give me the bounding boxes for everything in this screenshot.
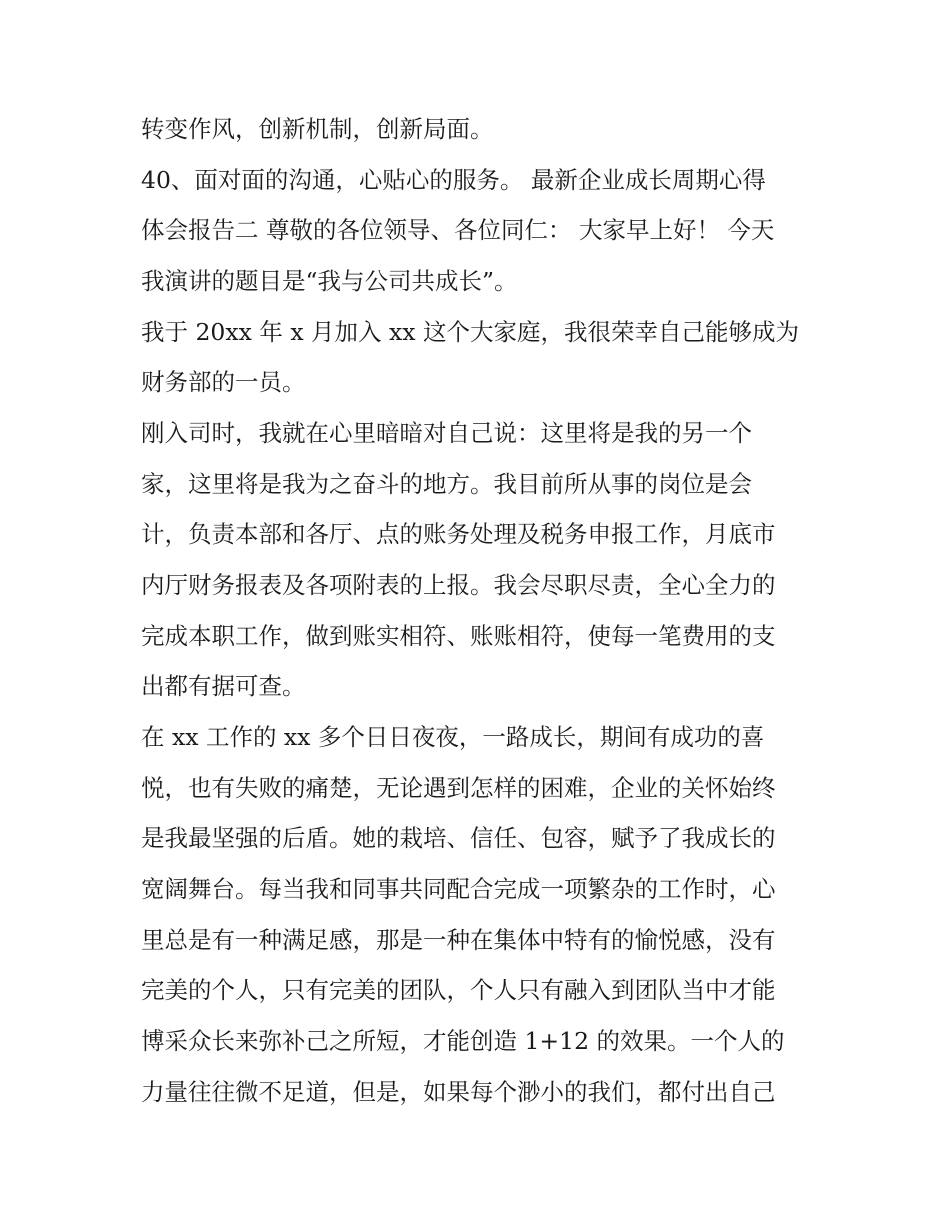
text-line: 博采众长来弥补己之所短，才能创造 1+12 的效果。一个人的: [141, 1027, 785, 1055]
text-line: 转变作风，创新机制，创新局面。: [141, 115, 494, 143]
text-line: 完成本职工作，做到账实相符、账账相符，使每一笔费用的支: [141, 622, 776, 650]
text-line: 完美的个人，只有完美的团队，个人只有融入到团队当中才能: [141, 976, 776, 1004]
text-line: 是我最坚强的后盾。她的栽培、信任、包容，赋予了我成长的: [141, 824, 776, 852]
text-line: 计，负责本部和各厅、点的账务处理及税务申报工作，月底市: [141, 520, 776, 548]
text-line: 悦，也有失败的痛楚，无论遇到怎样的困难，企业的关怀始终: [141, 774, 776, 802]
text-line: 宽阔舞台。每当我和同事共同配合完成一项繁杂的工作时，心: [141, 875, 776, 903]
text-line: 财务部的一员。: [141, 368, 306, 396]
text-line: 内厅财务报表及各项附表的上报。我会尽职尽责，全心全力的: [141, 571, 776, 599]
text-line: 出都有据可查。: [141, 672, 306, 700]
text-line: 体会报告二 尊敬的各位领导、各位同仁： 大家早上好！ 今天: [141, 216, 775, 244]
text-line: 刚入司时，我就在心里暗暗对自己说：这里将是我的另一个: [141, 419, 752, 447]
text-line: 里总是有一种满足感，那是一种在集体中特有的愉悦感，没有: [141, 926, 776, 954]
text-line: 我于 20xx 年 x 月加入 xx 这个大家庭，我很荣幸自己能够成为: [141, 318, 799, 346]
text-line: 40、面对面的沟通，心贴心的服务。 最新企业成长周期心得: [141, 166, 766, 194]
text-line: 力量往往微不足道，但是，如果每个渺小的我们，都付出自己: [141, 1078, 776, 1106]
text-line: 在 xx 工作的 xx 多个日日夜夜，一路成长，期间有成功的喜: [141, 723, 765, 751]
text-line: 家，这里将是我为之奋斗的地方。我目前所从事的岗位是会: [141, 470, 752, 498]
text-line: 我演讲的题目是“我与公司共成长”。: [141, 267, 518, 295]
